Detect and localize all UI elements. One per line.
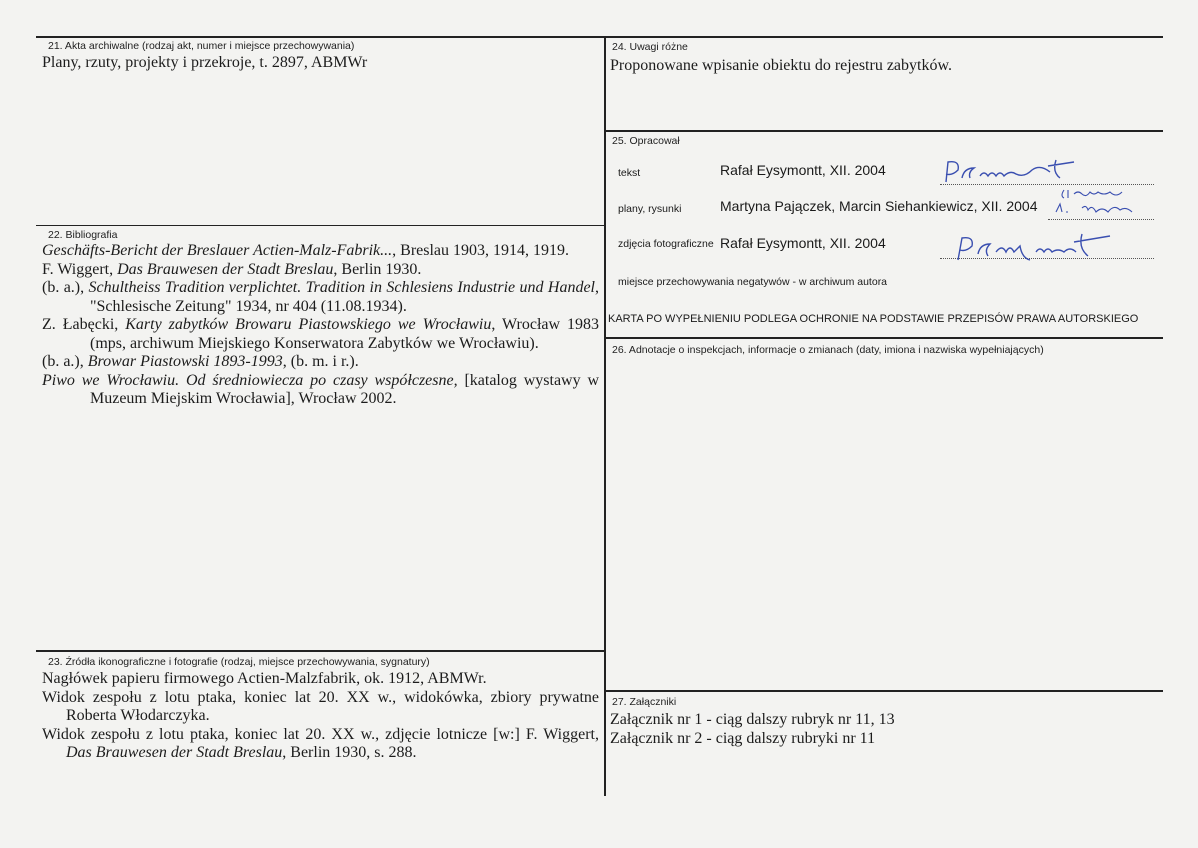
divider-26-27 <box>605 690 1163 692</box>
bibliography-entry: Piwo we Wrocławiu. Od średniowiecza po czasy współczesne, [katalog wystawy w Muzeum Miejskim Wrocławia], Wrocław 2002. <box>42 371 600 407</box>
row-value-text: Rafał Eysymontt, XII. 2004 <box>720 162 886 178</box>
iconography-entry: Widok zespołu z lotu ptaka, koniec lat 20. XX w., widokówka, zbiory prywatne Roberta Włodarczyka. <box>42 688 599 724</box>
bibliography-entry: Z. Łabęcki, Karty zabytków Browaru Piastowskiego we Wrocławiu, Wrocław 1983 (mps, archiwum Miejskiego Konserwatora Zabytków we Wrocławiu). <box>42 316 600 352</box>
divider-24-25 <box>605 130 1163 132</box>
row-label-text: tekst <box>618 167 641 179</box>
divider-25-26 <box>605 337 1163 339</box>
divider-21-22 <box>36 225 605 226</box>
bibliography-entry: (b. a.), Browar Piastowski 1893-1993, (b. m. i r.). <box>42 353 359 370</box>
row-value-photos: Rafał Eysymontt, XII. 2004 <box>720 235 886 251</box>
iconography-entry: Widok zespołu z lotu ptaka, koniec lat 20. XX w., zdjęcie lotnicze [w:] F. Wiggert, Das Brauwesen der Stadt Breslau, Berlin 1930, s. 288. <box>42 725 599 761</box>
signature-mark <box>950 230 1120 264</box>
section-21-text: Plany, rzuty, projekty i przekroje, t. 2897, ABMWr <box>42 54 368 71</box>
section-24-label: 24. Uwagi różne <box>612 41 688 53</box>
section-25-label: 25. Opracował <box>612 135 680 147</box>
iconography-entry: Nagłówek papieru firmowego Actien-Malzfabrik, ok. 1912, ABMWr. <box>42 670 487 687</box>
bibliography-entry: Geschäfts-Bericht der Breslauer Actien-Malz-Fabrik..., Breslau 1903, 1914, 1919. <box>42 242 570 259</box>
copyright-notice: KARTA PO WYPEŁNIENIU PODLEGA OCHRONIE NA PODSTAWIE PRZEPISÓW PRAWA AUTORSKIEGO <box>608 313 1139 325</box>
section-24-text: Proponowane wpisanie obiektu do rejestru zabytków. <box>610 57 952 74</box>
row-value-plans: Martyna Pajączek, Marcin Siehankiewicz, XII. 2004 <box>720 198 1038 214</box>
section-27-label: 27. Załączniki <box>612 696 677 708</box>
attachments-list <box>610 711 895 748</box>
iconography-list <box>42 670 599 763</box>
signature-mark <box>940 156 1080 186</box>
negatives-location: miejsce przechowywania negatywów - w archiwum autora <box>618 276 888 288</box>
bibliography-entry: F. Wiggert, Das Brauwesen der Stadt Breslau, Berlin 1930. <box>42 260 422 278</box>
section-23-label: 23. Źródła ikonograficzne i fotografie (rodzaj, miejsce przechowywania, sygnatury) <box>48 656 430 668</box>
section-21-label: 21. Akta archiwalne (rodzaj akt, numer i miejsce przechowywania) <box>48 40 355 52</box>
row-label-photos: zdjęcia fotograficzne <box>618 238 714 250</box>
divider-22-23 <box>36 650 605 652</box>
bibliography-list <box>42 242 599 409</box>
attachment-item: Załącznik nr 2 - ciąg dalszy rubryki nr 11 <box>610 729 876 747</box>
section-22-label: 22. Bibliografia <box>48 229 118 241</box>
signature-mark <box>1052 186 1148 222</box>
section-26-label: 26. Adnotacje o inspekcjach, informacje o zmianach (daty, imiona i nazwiska wypełniających) <box>612 344 1044 356</box>
row-label-plans: plany, rysunki <box>618 203 682 215</box>
attachment-item: Załącznik nr 1 - ciąg dalszy rubryk nr 11, 13 <box>610 711 895 728</box>
bibliography-entry: (b. a.), Schultheiss Tradition verplichtet. Tradition in Schlesiens Industrie und Handel, "Schlesische Zeitung" 1934, nr 404 (11.08.1934). <box>42 279 599 315</box>
center-divider <box>604 36 606 796</box>
